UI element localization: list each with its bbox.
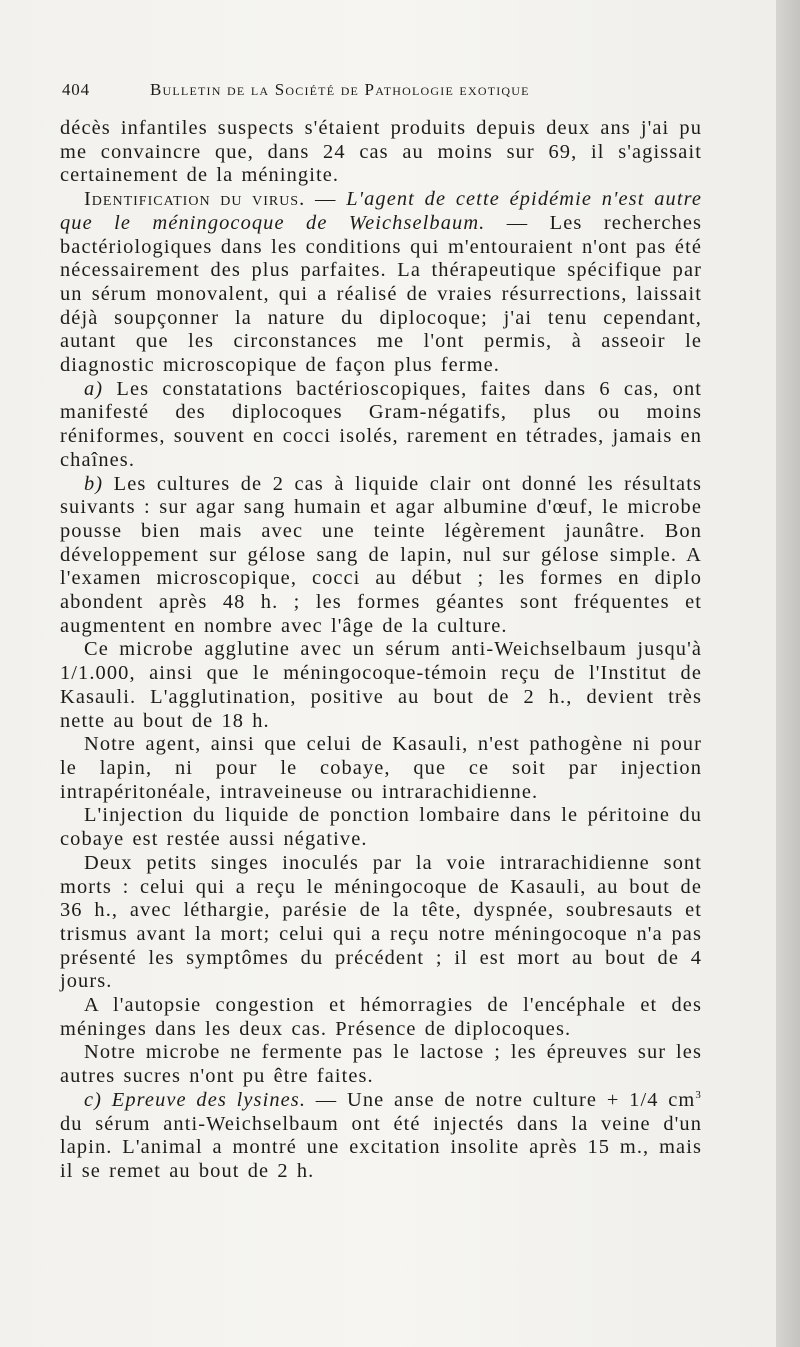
superscript-3: 3 [695,1089,702,1102]
item-label-a: a) [84,377,104,400]
page-header [62,80,722,106]
item-text-b: Les cultures de 2 cas à liquide clair ont donné les résultats suivants : sur agar sang humain et agar albumine d'œuf, le microbe pousse bien mais avec une teinte légèrement jaunâtre. Bon développement sur gélose sang de lapin, nul sur gélose simple. A l'examen microscopique, cocci au début ; les formes en diplo abondent après 48 h. ; les formes géantes sont fréquentes et augmentent en nombre avec l'âge de la culture. [60,472,702,637]
item-label-c: c) [84,1088,103,1111]
paragraph-c [60,1089,702,1184]
section-heading: Identification du virus. [84,188,306,211]
identification-text: — Les recherches bactériologiques dans les conditions qui m'entouraient n'ont pas été nécessairement des plus parfaites. La thérapeutique spécifique par un sérum monovalent, qui a réalisé de vraies résurrections, laissait déjà soupçonner la nature du diplocoque; j'ai tenu cependant, autant que les circonstances me l'ont permis, à asseoir le diagnostic microscopique de façon plus ferme. [60,211,703,377]
paragraph-b [60,473,702,639]
paragraph-identification [60,188,702,378]
item-label-b: b) [84,472,104,495]
heading-dash: — [305,188,347,211]
page-number: 404 [62,80,90,99]
item-title-c: Epreuve des lysines. [111,1088,307,1111]
page-edge [776,0,800,1347]
italic-statement: L'agent de cette épidémie n'est autre que le méningocoque de Weichselbaum. [60,188,703,234]
paragraph-pathogenicity: Notre agent, ainsi que celui de Kasauli, n'est pathogène ni pour le lapin, ni pour le cobaye, que ce soit par injection intrapéritonéale, intraveineuse ou intrarachidienne. [60,733,702,803]
paragraph-injection: L'injection du liquide de ponction lombaire dans le péritoine du cobaye est restée aussi négative. [60,804,702,851]
item-text-a: Les constatations bactérioscopiques, faites dans 6 cas, ont manifesté des diplocoques Gram-négatifs, plus ou moins réniformes, souvent en cocci isolés, rarement en tétrades, jamais en chaînes. [60,377,703,471]
body-text [60,117,702,1184]
paragraph-a [60,378,702,473]
paragraph-intro: décès infantiles suspects s'étaient produits depuis deux ans j'ai pu me convaincre que, dans 24 cas au moins sur 69, il s'agissait certainement de la méningite. [60,117,702,187]
item-text-c-1: — Une anse de notre culture + 1/4 cm [306,1088,696,1111]
paragraph-autopsy: A l'autopsie congestion et hémorragies de l'encéphale et des méninges dans les deux cas. Présence de diplocoques. [60,994,702,1040]
paragraph-lactose: Notre microbe ne fermente pas le lactose ; les épreuves sur les autres sucres n'ont pu être faites. [60,1041,702,1088]
paragraph-monkeys: Deux petits singes inoculés par la voie intrarachidienne sont morts : celui qui a reçu le méningocoque de Kasauli, au bout de 36 h., avec léthargie, parésie de la tête, dyspnée, soubresauts et trismus avant la mort; celui qui a reçu notre méningocoque n'a pas présenté les symptômes du précédent ; il est mort au bout de 4 jours. [60,851,702,993]
item-text-c-2: du sérum anti-Weichselbaum ont été injectés dans la veine d'un lapin. L'animal a montré une excitation insolite après 15 m., mais il se remet au bout de 2 h. [60,1112,702,1182]
running-title: Bulletin de la Société de Pathologie exotique [150,80,530,99]
paragraph-agglutination: Ce microbe agglutine avec un sérum anti-Weichselbaum jusqu'à 1/1.000, ainsi que le méningocoque-témoin reçu de l'Institut de Kasauli. L'agglutination, positive au bout de 2 h., devient très nette au bout de 18 h. [60,638,702,732]
